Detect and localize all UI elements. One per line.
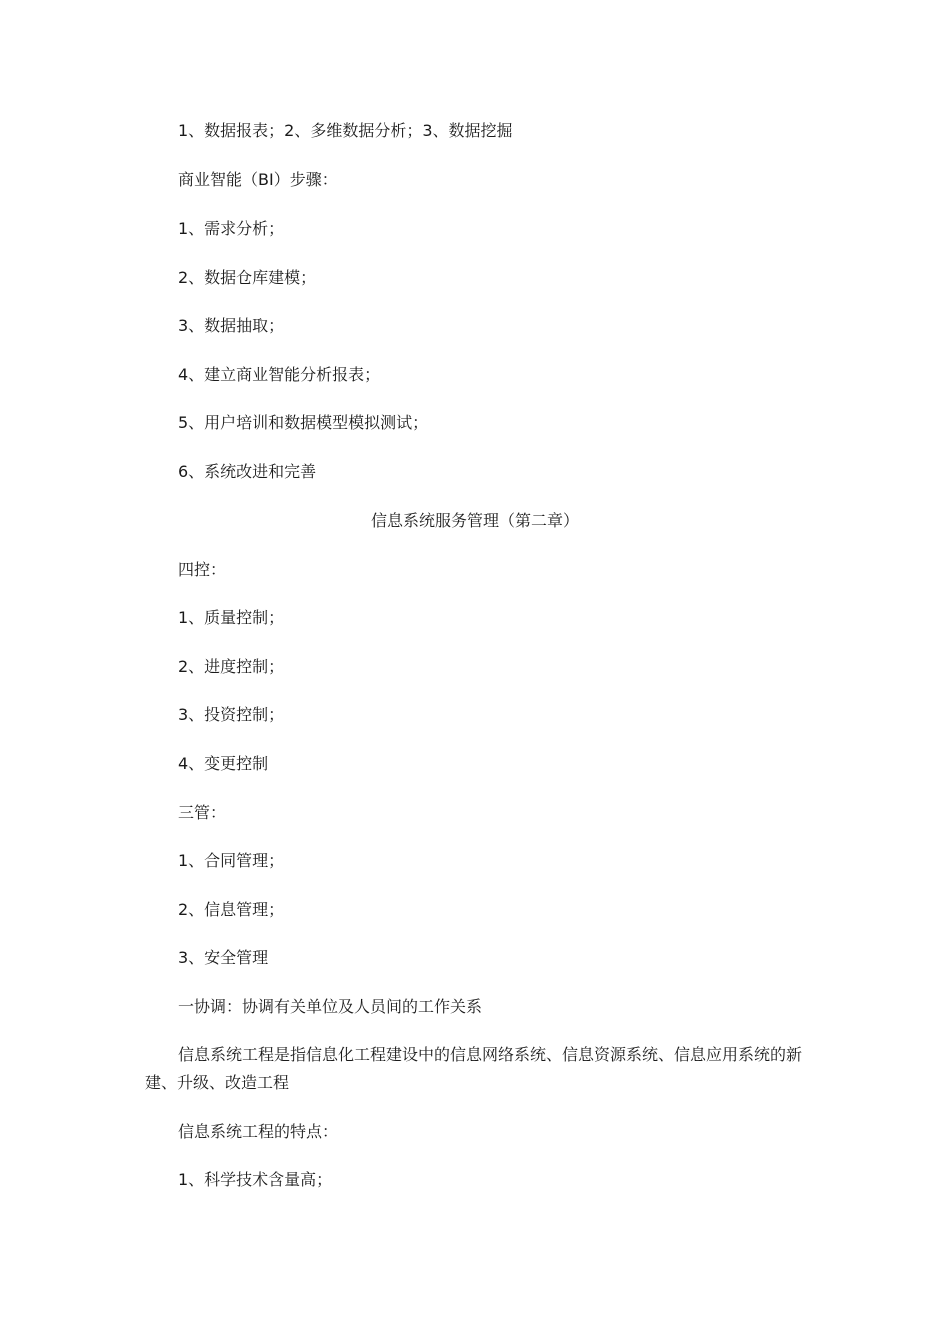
manage-item: 1、合同管理； — [178, 851, 285, 870]
bi-functions-line: 1、数据报表；2、多维数据分析；3、数据挖掘 — [178, 121, 513, 140]
bi-step-item: 2、数据仓库建模； — [178, 268, 317, 287]
manage-item: 3、安全管理 — [178, 948, 269, 967]
control-item: 1、质量控制； — [178, 608, 285, 627]
bi-step-item: 5、用户培训和数据模型模拟测试； — [178, 413, 429, 432]
bi-step-item: 1、需求分析； — [178, 219, 285, 238]
bi-step-item: 6、系统改进和完善 — [178, 462, 317, 481]
control-item: 3、投资控制； — [178, 705, 285, 724]
control-item: 2、进度控制； — [178, 657, 285, 676]
control-item: 4、变更控制 — [178, 754, 269, 773]
bi-steps-title: 商业智能（BI）步骤： — [178, 170, 338, 189]
one-coordinate-line: 一协调：协调有关单位及人员间的工作关系 — [178, 997, 483, 1016]
four-controls-title: 四控： — [178, 560, 227, 579]
chapter-heading: 信息系统服务管理（第二章） — [370, 511, 579, 530]
three-manages-title: 三管： — [178, 803, 227, 822]
features-title: 信息系统工程的特点： — [178, 1122, 339, 1141]
bi-step-item: 3、数据抽取； — [178, 316, 285, 335]
manage-item: 2、信息管理； — [178, 900, 285, 919]
definition-paragraph: 信息系统工程是指信息化工程建设中的信息网络系统、信息资源系统、信息应用系统的新建、升级、改造工程 — [145, 1045, 803, 1092]
bi-step-item: 4、建立商业智能分析报表； — [178, 365, 381, 384]
feature-item: 1、科学技术含量高； — [178, 1170, 333, 1189]
